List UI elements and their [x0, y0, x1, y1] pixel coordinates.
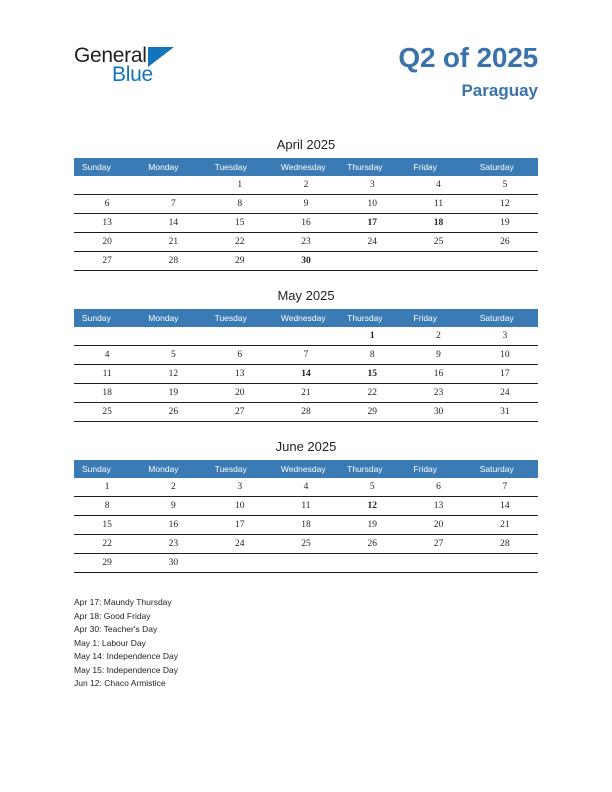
- calendar-week-row: [74, 346, 538, 365]
- calendar-day-empty[interactable]: [339, 554, 405, 573]
- calendar-day[interactable]: 1: [74, 478, 140, 497]
- calendar-day[interactable]: 30: [140, 554, 206, 573]
- calendar-day[interactable]: 25: [273, 535, 339, 554]
- calendar-week-row: [74, 478, 538, 497]
- calendar-table: [74, 460, 538, 573]
- calendar-day[interactable]: 23: [405, 384, 471, 403]
- calendar-day[interactable]: 10: [207, 497, 273, 516]
- page-header: [0, 0, 612, 130]
- calendar-day[interactable]: 22: [339, 384, 405, 403]
- calendar-day[interactable]: 28: [140, 252, 206, 271]
- calendar-day-empty[interactable]: [140, 327, 206, 346]
- calendar-day[interactable]: 18: [74, 384, 140, 403]
- calendar-day[interactable]: 2: [273, 176, 339, 195]
- calendar-day[interactable]: 29: [339, 403, 405, 422]
- calendar-day[interactable]: 24: [472, 384, 538, 403]
- country-subtitle: Paraguay: [461, 81, 538, 100]
- calendar-day[interactable]: 12: [472, 195, 538, 214]
- calendar-day[interactable]: 21: [273, 384, 339, 403]
- calendar-day[interactable]: 28: [472, 535, 538, 554]
- weekday-header-sunday: Sunday: [74, 460, 140, 478]
- calendar-day[interactable]: 14: [472, 497, 538, 516]
- calendar-day-empty[interactable]: [207, 327, 273, 346]
- weekday-header-wednesday: Wednesday: [273, 309, 339, 327]
- calendar-week-row: [74, 554, 538, 573]
- calendar-day-holiday[interactable]: 1: [339, 327, 405, 346]
- holiday-legend-item: May 14: Independence Day: [74, 651, 178, 661]
- calendar-day-holiday[interactable]: 18: [405, 214, 471, 233]
- weekday-header-saturday: Saturday: [472, 309, 538, 327]
- calendar-day[interactable]: 13: [74, 214, 140, 233]
- holiday-legend-item: May 15: Independence Day: [74, 664, 178, 675]
- calendar-week-row: [74, 214, 538, 233]
- calendar-week-row: [74, 195, 538, 214]
- month-title: April 2025: [276, 137, 336, 152]
- weekday-header-thursday: Thursday: [339, 158, 405, 176]
- calendar-head: [74, 309, 538, 327]
- calendar-day[interactable]: 6: [74, 195, 140, 214]
- calendar-day[interactable]: 3: [207, 478, 273, 497]
- holiday-legend-item: Apr 17: Maundy Thursday: [74, 597, 172, 607]
- calendar-day[interactable]: 21: [472, 516, 538, 535]
- calendar-day[interactable]: 23: [273, 233, 339, 252]
- calendar-day[interactable]: 7: [472, 478, 538, 497]
- calendar-day-empty[interactable]: [339, 252, 405, 271]
- calendar-week-row: [74, 252, 538, 271]
- calendar-day[interactable]: 25: [405, 233, 471, 252]
- weekday-header-saturday: Saturday: [472, 158, 538, 176]
- month-calendar-june: [74, 438, 538, 573]
- calendar-day-empty[interactable]: [273, 327, 339, 346]
- calendar-day[interactable]: 5: [472, 176, 538, 195]
- calendar-day[interactable]: 10: [472, 346, 538, 365]
- calendar-week-row: [74, 233, 538, 252]
- calendar-day[interactable]: 17: [207, 516, 273, 535]
- weekday-header-friday: Friday: [405, 158, 471, 176]
- calendar-day[interactable]: 9: [405, 346, 471, 365]
- calendar-day[interactable]: 2: [140, 478, 206, 497]
- calendar-day-holiday[interactable]: 12: [339, 497, 405, 516]
- calendar-day[interactable]: 16: [405, 365, 471, 384]
- weekday-header-sunday: Sunday: [74, 158, 140, 176]
- calendar-head: [74, 158, 538, 176]
- calendar-day[interactable]: 7: [140, 195, 206, 214]
- calendar-week-row: [74, 365, 538, 384]
- holiday-legend-item: Apr 30: Teacher's Day: [74, 624, 158, 634]
- month-title: May 2025: [277, 288, 335, 303]
- calendar-day[interactable]: 2: [405, 327, 471, 346]
- calendar-day[interactable]: 23: [140, 535, 206, 554]
- holiday-legend-item: May 1: Labour Day: [74, 637, 146, 648]
- weekday-header-monday: Monday: [140, 158, 206, 176]
- calendar-day-holiday[interactable]: 17: [339, 214, 405, 233]
- calendar-day[interactable]: 16: [140, 516, 206, 535]
- weekday-header-wednesday: Wednesday: [273, 158, 339, 176]
- calendar-day[interactable]: 27: [74, 252, 140, 271]
- calendar-day[interactable]: 20: [207, 384, 273, 403]
- calendar-day[interactable]: 15: [74, 516, 140, 535]
- calendar-day-empty[interactable]: [405, 252, 471, 271]
- calendar-day[interactable]: 16: [273, 214, 339, 233]
- weekday-header-tuesday: Tuesday: [207, 309, 273, 327]
- weekday-header-wednesday: Wednesday: [273, 460, 339, 478]
- calendar-day[interactable]: 26: [472, 233, 538, 252]
- calendar-day[interactable]: 25: [74, 403, 140, 422]
- calendar-day[interactable]: 8: [74, 497, 140, 516]
- calendar-day[interactable]: 4: [74, 346, 140, 365]
- calendar-day[interactable]: 4: [273, 478, 339, 497]
- calendar-day-empty[interactable]: [405, 554, 471, 573]
- calendar-day[interactable]: 9: [273, 195, 339, 214]
- title-block: [198, 42, 538, 102]
- calendar-day[interactable]: 9: [140, 497, 206, 516]
- month-title: June 2025: [275, 439, 337, 454]
- calendar-day[interactable]: 14: [140, 214, 206, 233]
- weekday-header-row: [74, 460, 538, 478]
- calendar-day[interactable]: 22: [74, 535, 140, 554]
- calendar-day[interactable]: 19: [140, 384, 206, 403]
- calendar-day[interactable]: 11: [74, 365, 140, 384]
- calendar-day[interactable]: 3: [472, 327, 538, 346]
- calendar-table: [74, 158, 538, 271]
- calendar-week-row: [74, 535, 538, 554]
- calendar-day[interactable]: 24: [339, 233, 405, 252]
- calendar-day[interactable]: 20: [405, 516, 471, 535]
- month-calendar-april: [74, 136, 538, 271]
- calendar-day[interactable]: 11: [405, 195, 471, 214]
- calendar-day[interactable]: 5: [339, 478, 405, 497]
- calendar-day[interactable]: 6: [405, 478, 471, 497]
- calendar-day[interactable]: 27: [207, 403, 273, 422]
- calendar-day[interactable]: 26: [339, 535, 405, 554]
- holiday-legend: [74, 596, 474, 691]
- calendar-day[interactable]: 7: [273, 346, 339, 365]
- month-calendar-may: [74, 287, 538, 422]
- calendar-day-empty[interactable]: [140, 176, 206, 195]
- calendar-day-holiday[interactable]: 15: [339, 365, 405, 384]
- calendar-day[interactable]: 29: [207, 252, 273, 271]
- calendar-day[interactable]: 3: [339, 176, 405, 195]
- calendar-day[interactable]: 26: [140, 403, 206, 422]
- weekday-header-monday: Monday: [140, 309, 206, 327]
- weekday-header-thursday: Thursday: [339, 309, 405, 327]
- calendar-day-holiday[interactable]: 14: [273, 365, 339, 384]
- page-title: Q2 of 2025: [398, 42, 538, 73]
- calendar-day-empty[interactable]: [472, 252, 538, 271]
- calendar-head: [74, 460, 538, 478]
- calendar-day[interactable]: 19: [339, 516, 405, 535]
- calendar-body: [74, 327, 538, 422]
- weekday-header-saturday: Saturday: [472, 460, 538, 478]
- calendar-day[interactable]: 30: [405, 403, 471, 422]
- weekday-header-thursday: Thursday: [339, 460, 405, 478]
- calendar-day[interactable]: 10: [339, 195, 405, 214]
- weekday-header-monday: Monday: [140, 460, 206, 478]
- calendar-day-empty[interactable]: [74, 327, 140, 346]
- calendar-week-row: [74, 384, 538, 403]
- calendar-day[interactable]: 15: [207, 214, 273, 233]
- calendar-day[interactable]: 27: [405, 535, 471, 554]
- weekday-header-tuesday: Tuesday: [207, 460, 273, 478]
- calendar-day[interactable]: 13: [405, 497, 471, 516]
- calendar-day[interactable]: 21: [140, 233, 206, 252]
- calendar-week-row: [74, 516, 538, 535]
- calendar-week-row: [74, 176, 538, 195]
- calendar-day-empty[interactable]: [207, 554, 273, 573]
- calendar-day[interactable]: 29: [74, 554, 140, 573]
- calendar-week-row: [74, 497, 538, 516]
- calendar-week-row: [74, 403, 538, 422]
- calendar-day-holiday[interactable]: 30: [273, 252, 339, 271]
- calendar-day[interactable]: 4: [405, 176, 471, 195]
- calendar-day[interactable]: 28: [273, 403, 339, 422]
- calendar-day[interactable]: 18: [273, 516, 339, 535]
- calendar-day[interactable]: 17: [472, 365, 538, 384]
- holiday-legend-item: Apr 18: Good Friday: [74, 610, 151, 621]
- weekday-header-friday: Friday: [405, 309, 471, 327]
- calendar-day-empty[interactable]: [472, 554, 538, 573]
- weekday-header-friday: Friday: [405, 460, 471, 478]
- logo-text-blue: Blue: [112, 63, 153, 86]
- calendar-body: [74, 478, 538, 573]
- weekday-header-row: [74, 309, 538, 327]
- general-blue-logo: [74, 44, 214, 90]
- calendar-day-empty[interactable]: [74, 176, 140, 195]
- calendar-day[interactable]: 13: [207, 365, 273, 384]
- weekday-header-sunday: Sunday: [74, 309, 140, 327]
- holiday-legend-item: Jun 12: Chaco Armistice: [74, 678, 166, 688]
- calendar-day[interactable]: 5: [140, 346, 206, 365]
- calendar-day[interactable]: 24: [207, 535, 273, 554]
- calendar-day[interactable]: 22: [207, 233, 273, 252]
- calendar-day[interactable]: 11: [273, 497, 339, 516]
- calendar-day[interactable]: 12: [140, 365, 206, 384]
- calendar-day[interactable]: 1: [207, 176, 273, 195]
- calendar-day[interactable]: 19: [472, 214, 538, 233]
- weekday-header-row: [74, 158, 538, 176]
- calendar-day-empty[interactable]: [273, 554, 339, 573]
- calendar-day[interactable]: 8: [339, 346, 405, 365]
- calendar-day[interactable]: 20: [74, 233, 140, 252]
- calendar-day[interactable]: 6: [207, 346, 273, 365]
- calendar-day[interactable]: 8: [207, 195, 273, 214]
- calendar-day[interactable]: 31: [472, 403, 538, 422]
- calendar-table: [74, 309, 538, 422]
- weekday-header-tuesday: Tuesday: [207, 158, 273, 176]
- calendar-body: [74, 176, 538, 271]
- logo-text-general: General: [74, 44, 147, 67]
- calendar-week-row: [74, 327, 538, 346]
